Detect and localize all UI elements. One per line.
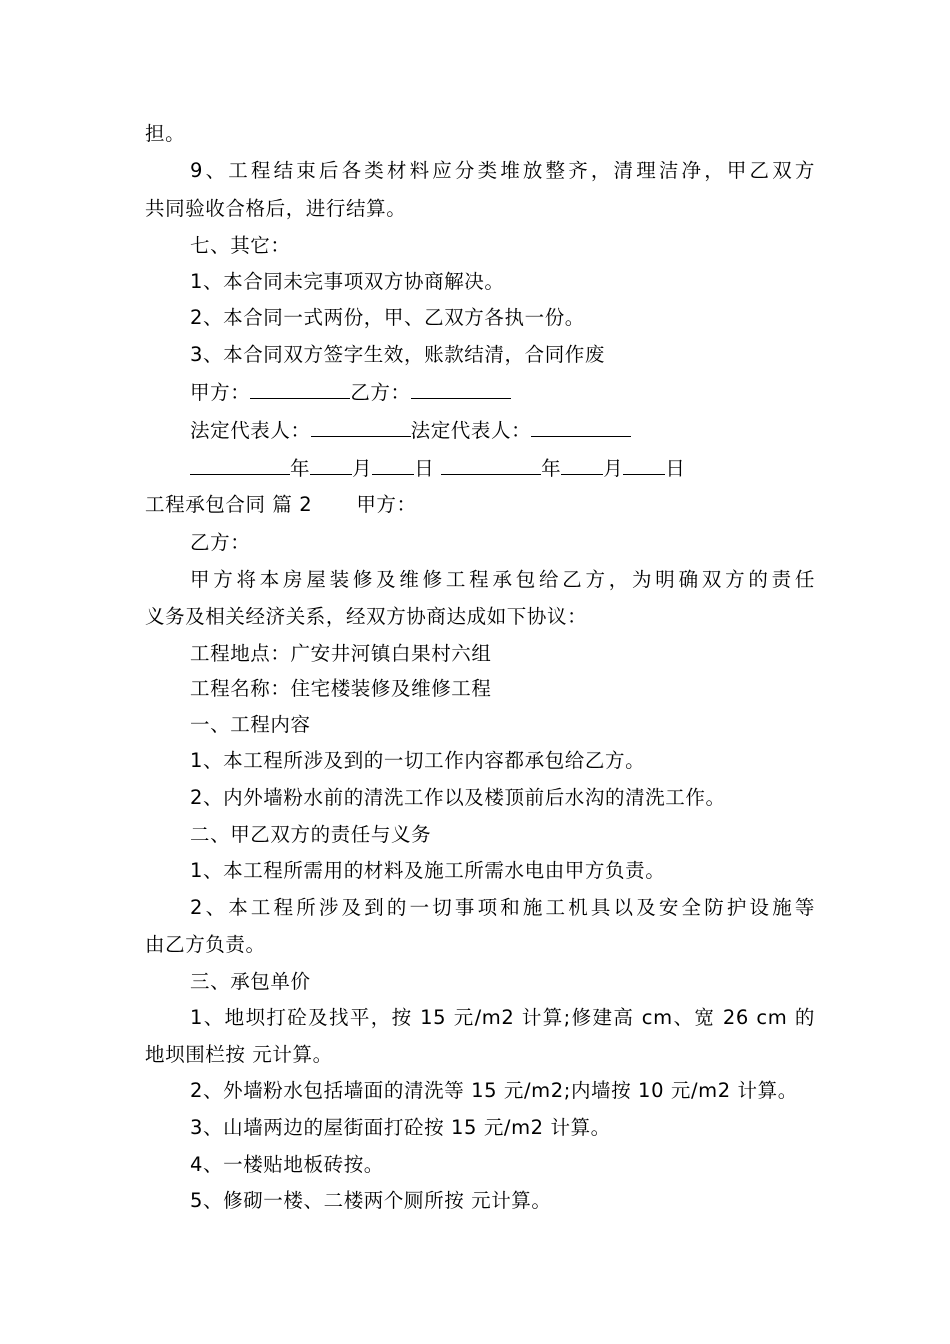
section-heading: 三、承包单价 bbox=[190, 970, 311, 993]
party-a-heading: 甲方： bbox=[356, 493, 417, 516]
signature-dates: 年 月 日 年 月 日 bbox=[190, 450, 815, 486]
paragraph-line: 甲方将本房屋装修及维修工程承包给乙方，为明确双方的责任 bbox=[190, 568, 815, 591]
paragraph-line: 由乙方负责。 bbox=[145, 933, 266, 956]
paragraph-line: 1、本工程所涉及到的一切工作内容都承包给乙方。 bbox=[190, 749, 646, 772]
signature-blank bbox=[531, 412, 631, 437]
date-blank bbox=[441, 450, 541, 475]
signature-blank bbox=[250, 374, 350, 399]
date-blank bbox=[372, 450, 414, 475]
paragraph-line: 2、外墙粉水包括墙面的清洗等 15 元/m2;内墙按 10 元/m2 计算。 bbox=[190, 1079, 798, 1102]
party-b-heading: 乙方： bbox=[190, 531, 251, 554]
contract-title-line bbox=[145, 487, 815, 523]
paragraph-line: 9、工程结束后各类材料应分类堆放整齐，清理洁净，甲乙双方 bbox=[190, 159, 815, 182]
paragraph-line: 1、本工程所需用的材料及施工所需水电由甲方负责。 bbox=[190, 859, 666, 882]
paragraph-line: 共同验收合格后，进行结算。 bbox=[145, 197, 407, 220]
contract-title: 工程承包合同 篇 2 bbox=[145, 493, 313, 516]
paragraph-line: 地坝围栏按 元计算。 bbox=[145, 1043, 333, 1066]
paragraph-line: 3、山墙两边的屋街面打砼按 15 元/m2 计算。 bbox=[190, 1116, 611, 1139]
paragraph-line: 2、本合同一式两份，甲、乙双方各执一份。 bbox=[190, 306, 585, 329]
date-blank bbox=[190, 450, 290, 475]
paragraph-line: 义务及相关经济关系，经双方协商达成如下协议： bbox=[145, 605, 588, 628]
paragraph-line: 5、修砌一楼、二楼两个厕所按 元计算。 bbox=[190, 1189, 552, 1212]
party-b-label: 乙方： bbox=[350, 381, 411, 404]
paragraph-line: 担。 bbox=[145, 122, 186, 145]
date-blank bbox=[310, 450, 352, 475]
paragraph-line: 工程名称：住宅楼装修及维修工程 bbox=[190, 677, 492, 700]
section-heading: 七、其它： bbox=[190, 234, 291, 257]
date-blank bbox=[561, 450, 603, 475]
paragraph-line: 2、本工程所涉及到的一切事项和施工机具以及安全防护设施等 bbox=[190, 896, 815, 919]
paragraph-line: 工程地点：广安井河镇白果村六组 bbox=[190, 642, 492, 665]
paragraph-line: 3、本合同双方签字生效，账款结清，合同作废 bbox=[190, 343, 606, 366]
rep-b-label: 法定代表人： bbox=[410, 419, 532, 442]
party-a-label: 甲方： bbox=[190, 381, 251, 404]
date-blank bbox=[623, 450, 665, 475]
paragraph-line: 1、本合同未完事项双方协商解决。 bbox=[190, 270, 505, 293]
rep-a-label: 法定代表人： bbox=[190, 419, 311, 442]
signature-representatives bbox=[190, 412, 815, 448]
paragraph-line: 1、地坝打砼及找平，按 15 元/m2 计算;修建高 cm、宽 26 cm 的 bbox=[190, 1006, 815, 1029]
signature-parties bbox=[190, 374, 815, 410]
section-heading: 二、甲乙双方的责任与义务 bbox=[190, 823, 432, 846]
paragraph-line: 4、一楼贴地板砖按。 bbox=[190, 1153, 384, 1176]
signature-blank bbox=[311, 412, 411, 437]
signature-blank bbox=[411, 374, 511, 399]
section-heading: 一、工程内容 bbox=[190, 713, 311, 736]
paragraph-line: 2、内外墙粉水前的清洗工作以及楼顶前后水沟的清洗工作。 bbox=[190, 786, 726, 809]
